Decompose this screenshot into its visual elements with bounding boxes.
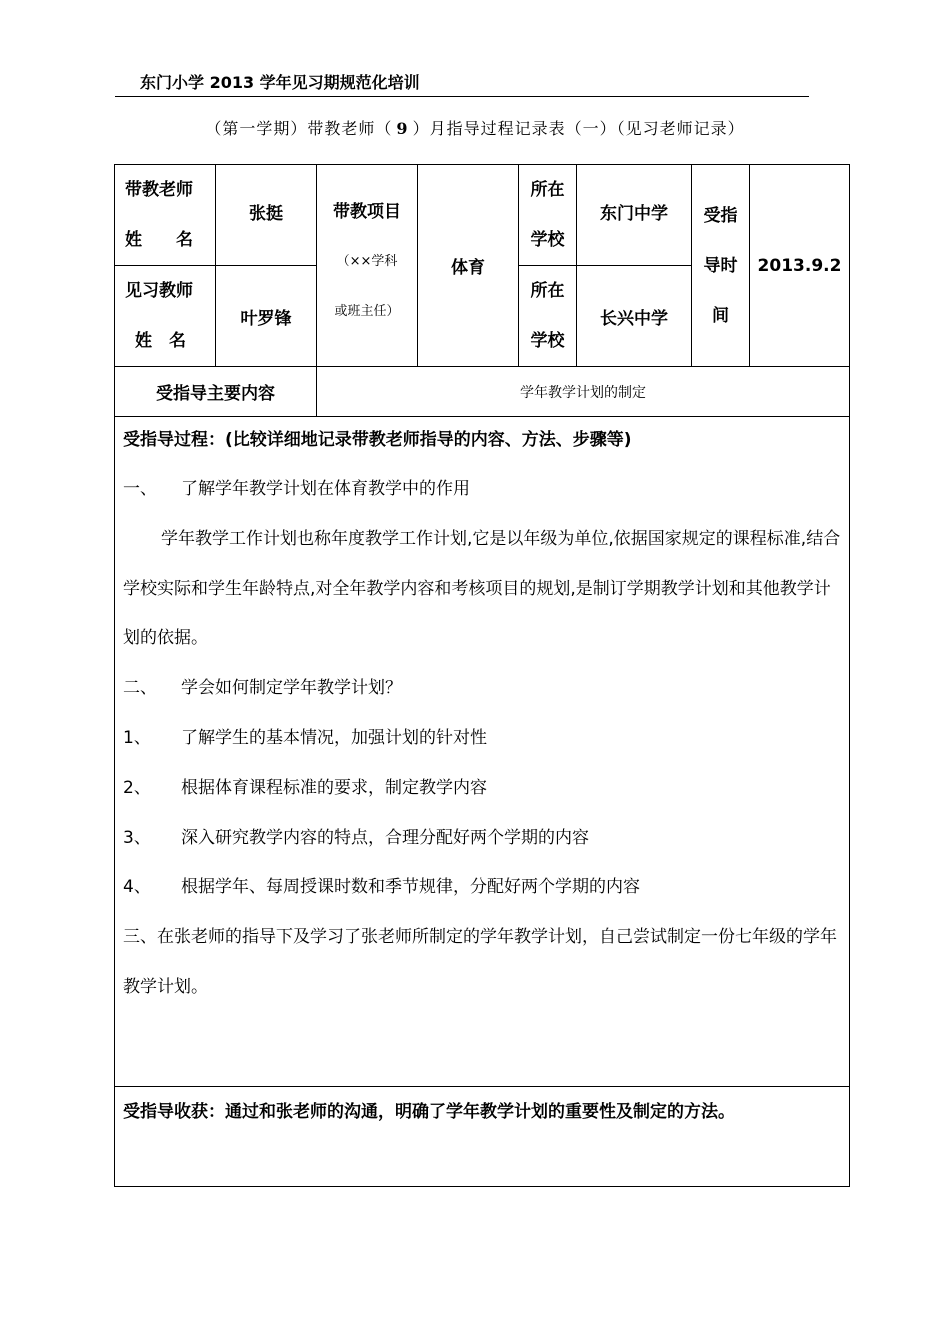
process-heading: 受指导过程：(比较详细地记录带教老师指导的内容、方法、步骤等) (123, 430, 632, 450)
project-label-cell (317, 165, 418, 367)
trainee-name-label: 见习教师 姓 名 (115, 266, 216, 367)
section-1-heading: 一、 了解学年教学计划在体育教学中的作用 (123, 479, 470, 499)
section-3-paragraph: 三、在张老师的指导下及学习了张老师所制定的学年教学计划，自己尝试制定一份七年级的学年教学计划。 (123, 927, 837, 997)
project-value: 体育 (418, 165, 519, 367)
list-item: 3、 深入研究教学内容的特点，合理分配好两个学期的内容 (123, 827, 589, 848)
guidance-gain-cell: 受指导收获：通过和张老师的沟通，明确了学年教学计划的重要性及制定的方法。 (115, 1087, 850, 1187)
form-subtitle (0, 116, 950, 139)
trainee-school-label: 所在 学校 (519, 266, 577, 367)
subtitle-prefix: （第一学期）带教老师（ (205, 119, 393, 138)
guidance-record-table (114, 164, 850, 1187)
section-1-paragraph: 学年教学工作计划也称年度教学工作计划,它是以年级为单位,依据国家规定的课程标准,结合学校实际和学生年龄特点,对全年教学内容和考核项目的规划,是制订学期教学计划和其他教学计划的依据。 (123, 528, 841, 649)
mentor-name-label: 带教老师 姓 名 (115, 165, 216, 266)
mentor-school-value: 东门中学 (577, 165, 692, 266)
trainee-name-value: 叶罗锋 (216, 266, 317, 367)
project-label: 带教项目 (333, 202, 401, 222)
project-note-2: 或班主任） (334, 304, 400, 319)
main-content-value: 学年教学计划的制定 (317, 367, 850, 417)
header-divider (115, 96, 809, 97)
mentor-name-value: 张挺 (216, 165, 317, 266)
guidance-process-cell (115, 417, 850, 1087)
subtitle-suffix: ）月指导过程记录表（一）（见习老师记录） (412, 119, 745, 138)
trainee-school-value: 长兴中学 (577, 266, 692, 367)
list-item: 2、 根据体育课程标准的要求，制定教学内容 (123, 777, 487, 798)
subtitle-month: 9 (396, 119, 409, 138)
list-item: 4、 根据学年、每周授课时数和季节规律，分配好两个学期的内容 (123, 877, 640, 898)
guide-time-label: 受指 导时 间 (692, 165, 750, 367)
main-content-label: 受指导主要内容 (115, 367, 317, 417)
project-note-1: （××学科 (336, 254, 398, 269)
document-header-title: 东门小学 2013 学年见习期规范化培训 (140, 73, 420, 92)
list-item: 1、 了解学生的基本情况，加强计划的针对性 (123, 727, 487, 748)
mentor-school-label: 所在 学校 (519, 165, 577, 266)
guide-time-value: 2013.9.2 (750, 165, 850, 367)
section-2-heading: 二、 学会如何制定学年教学计划？ (123, 678, 402, 699)
